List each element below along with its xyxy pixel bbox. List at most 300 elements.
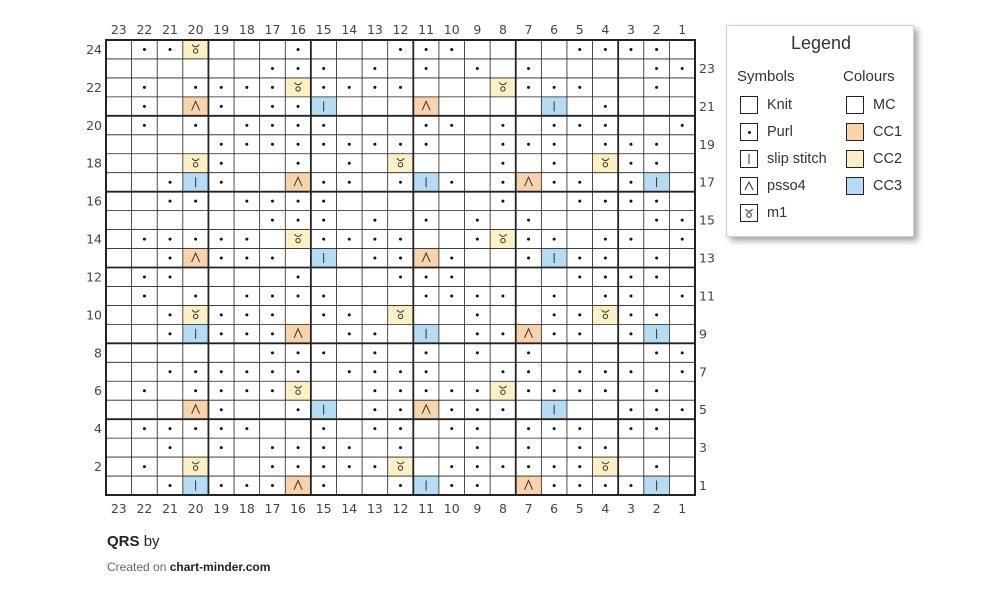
purl-stitch: [681, 294, 684, 297]
purl-stitch: [629, 370, 632, 373]
purl-stitch: [271, 200, 274, 203]
purl-stitch: [476, 313, 479, 316]
purl-stitch: [655, 408, 658, 411]
purl-stitch: [578, 181, 581, 184]
purl-stitch: [322, 219, 325, 222]
purl-stitch: [476, 427, 479, 430]
purl-stitch: [373, 143, 376, 146]
purl-stitch: [271, 446, 274, 449]
purl-stitch: [629, 294, 632, 297]
purl-stitch: [322, 313, 325, 316]
purl-stitch: [655, 162, 658, 165]
row-number-right: 5: [699, 402, 707, 418]
purl-stitch: [425, 48, 428, 51]
purl-stitch: [476, 408, 479, 411]
purl-stitch: [322, 67, 325, 70]
purl-stitch: [271, 332, 274, 335]
purl-stitch: [220, 105, 223, 108]
column-number-bottom: 9: [473, 501, 482, 516]
row-number-left: 20: [86, 117, 102, 133]
legend-title: Legend: [790, 33, 852, 53]
purl-stitch: [425, 351, 428, 354]
purl-stitch: [220, 427, 223, 430]
column-number-top: 20: [187, 22, 204, 37]
cc2-swatch: [846, 150, 864, 168]
chart-title: [107, 533, 160, 550]
purl-stitch: [604, 143, 607, 146]
purl-stitch: [629, 427, 632, 430]
purl-stitch: [553, 181, 556, 184]
purl-stitch: [399, 446, 402, 449]
column-number-bottom: 22: [136, 501, 153, 516]
purl-stitch: [501, 465, 504, 468]
purl-stitch: [194, 370, 197, 373]
purl-stitch: [322, 446, 325, 449]
purl-stitch: [629, 48, 632, 51]
purl-stitch: [169, 484, 172, 487]
stitch-cell-cc1: [516, 324, 542, 343]
purl-stitch: [501, 370, 504, 373]
purl-stitch: [322, 427, 325, 430]
purl-stitch: [271, 86, 274, 89]
purl-stitch: [527, 446, 530, 449]
purl-stitch: [553, 124, 556, 127]
purl-stitch: [143, 86, 146, 89]
purl-stitch: [655, 219, 658, 222]
purl-stitch: [450, 124, 453, 127]
credit-line: [107, 560, 270, 574]
column-number-bottom: 14: [341, 501, 358, 516]
purl-stitch: [527, 427, 530, 430]
purl-stitch: [373, 427, 376, 430]
row-number-left: 24: [86, 41, 102, 57]
purl-stitch: [373, 351, 376, 354]
purl-stitch: [322, 465, 325, 468]
stitch-cell-cc2: [388, 305, 414, 324]
purl-stitch: [501, 332, 504, 335]
row-number-right: 3: [699, 440, 707, 456]
purl-stitch: [271, 124, 274, 127]
purl-stitch: [527, 219, 530, 222]
stitch-cell-cc2: [285, 381, 311, 400]
purl-stitch: [501, 294, 504, 297]
purl-stitch: [450, 257, 453, 260]
purl-stitch: [271, 389, 274, 392]
purl-stitch: [553, 238, 556, 241]
purl-stitch: [681, 67, 684, 70]
column-number-bottom: 21: [162, 501, 178, 516]
purl-stitch: [373, 408, 376, 411]
purl-stitch: [271, 143, 274, 146]
column-number-bottom: 4: [601, 501, 610, 516]
purl-stitch: [143, 105, 146, 108]
purl-stitch: [143, 294, 146, 297]
purl-stitch: [655, 86, 658, 89]
purl-stitch: [322, 86, 325, 89]
purl-stitch: [450, 48, 453, 51]
column-number-top: 3: [627, 22, 635, 37]
purl-stitch: [322, 124, 325, 127]
column-number-top: 7: [524, 22, 533, 37]
purl-stitch: [655, 427, 658, 430]
column-number-top: 5: [575, 22, 584, 37]
column-number-top: 12: [392, 22, 409, 37]
created-on-label: Created on: [107, 560, 167, 574]
row-number-right: 13: [699, 250, 715, 266]
column-number-bottom: 2: [652, 501, 661, 516]
purl-stitch: [604, 105, 607, 108]
slip-stitch-symbol-icon: [740, 150, 758, 168]
purl-stitch: [578, 465, 581, 468]
purl-stitch: [681, 124, 684, 127]
legend-label: m1: [767, 205, 788, 221]
purl-stitch: [322, 351, 325, 354]
m1-symbol-icon: [740, 204, 758, 222]
purl-stitch: [655, 313, 658, 316]
purl-stitch: [297, 162, 300, 165]
purl-stitch: [297, 351, 300, 354]
purl-stitch: [578, 86, 581, 89]
purl-stitch: [143, 389, 146, 392]
column-number-top: 11: [418, 22, 435, 37]
purl-stitch: [220, 484, 223, 487]
row-number-left: 6: [94, 383, 102, 399]
purl-stitch: [220, 143, 223, 146]
purl-stitch: [245, 238, 248, 241]
purl-stitch: [297, 408, 300, 411]
purl-stitch: [245, 313, 248, 316]
purl-stitch: [578, 427, 581, 430]
purl-stitch: [271, 67, 274, 70]
column-number-bottom: 13: [366, 501, 383, 516]
purl-stitch: [271, 294, 274, 297]
purl-stitch: [373, 389, 376, 392]
purl-stitch: [604, 124, 607, 127]
purl-stitch: [348, 86, 351, 89]
column-number-top: 13: [366, 22, 383, 37]
purl-stitch: [629, 484, 632, 487]
purl-stitch: [169, 427, 172, 430]
purl-stitch: [245, 294, 248, 297]
row-number-right: 1: [699, 478, 707, 494]
purl-stitch: [373, 86, 376, 89]
row-number-right: 7: [699, 364, 707, 380]
purl-stitch: [297, 219, 300, 222]
purl-stitch: [578, 370, 581, 373]
purl-stitch: [169, 275, 172, 278]
purl-stitch: [655, 48, 658, 51]
purl-stitch: [169, 446, 172, 449]
purl-stitch: [245, 143, 248, 146]
purl-stitch: [322, 181, 325, 184]
purl-stitch: [527, 257, 530, 260]
purl-stitch: [297, 275, 300, 278]
purl-stitch: [425, 219, 428, 222]
stitch-cell-cc2: [388, 154, 414, 173]
purl-stitch: [553, 313, 556, 316]
purl-stitch: [655, 67, 658, 70]
purl-stitch: [629, 181, 632, 184]
legend-panel: [726, 25, 914, 237]
stitch-cell-cc2: [285, 230, 311, 249]
column-number-bottom: 8: [498, 501, 507, 516]
purl-stitch: [143, 427, 146, 430]
purl-stitch: [297, 143, 300, 146]
purl-stitch: [527, 389, 530, 392]
purl-stitch: [373, 370, 376, 373]
purl-stitch: [373, 332, 376, 335]
purl-stitch: [373, 257, 376, 260]
cc3-swatch: [846, 177, 864, 195]
purl-stitch: [143, 48, 146, 51]
row-number-right: 17: [699, 174, 715, 190]
purl-stitch: [143, 275, 146, 278]
site-link[interactable]: chart-minder.com: [169, 560, 271, 574]
purl-stitch: [348, 181, 351, 184]
purl-stitch: [578, 275, 581, 278]
purl-stitch: [629, 332, 632, 335]
legend-label: CC3: [873, 178, 903, 194]
purl-stitch: [220, 408, 223, 411]
column-number-top: 22: [136, 22, 153, 37]
purl-stitch: [194, 389, 197, 392]
row-number-left: 14: [86, 231, 102, 247]
purl-stitch: [604, 446, 607, 449]
column-number-top: 23: [110, 22, 127, 37]
knit-symbol-icon: [740, 96, 758, 114]
pattern-name: QRS: [107, 533, 140, 550]
row-number-right: 15: [699, 212, 715, 228]
purl-stitch: [578, 446, 581, 449]
purl-stitch: [604, 484, 607, 487]
purl-stitch: [322, 143, 325, 146]
purl-stitch: [450, 294, 453, 297]
purl-stitch: [194, 200, 197, 203]
purl-stitch: [322, 484, 325, 487]
purl-stitch: [322, 294, 325, 297]
purl-stitch: [425, 294, 428, 297]
colours-heading: Colours: [843, 68, 895, 85]
purl-stitch: [245, 389, 248, 392]
column-number-bottom: 15: [315, 501, 332, 516]
stitch-cell-cc2: [490, 230, 516, 249]
purl-stitch: [425, 370, 428, 373]
purl-stitch: [655, 143, 658, 146]
stitch-cell-cc2: [285, 78, 311, 97]
purl-stitch: [399, 389, 402, 392]
purl-stitch: [501, 181, 504, 184]
purl-stitch: [476, 351, 479, 354]
purl-stitch: [681, 408, 684, 411]
purl-stitch: [553, 86, 556, 89]
purl-stitch: [527, 465, 530, 468]
purl-stitch: [527, 238, 530, 241]
purl-stitch: [604, 238, 607, 241]
purl-stitch: [220, 86, 223, 89]
purl-stitch: [271, 370, 274, 373]
row-number-left: 18: [86, 155, 102, 171]
row-number-right: 9: [699, 326, 707, 342]
purl-stitch: [553, 162, 556, 165]
column-number-bottom: 12: [392, 501, 409, 516]
column-number-bottom: 19: [213, 501, 230, 516]
purl-stitch: [450, 408, 453, 411]
purl-stitch: [553, 294, 556, 297]
purl-stitch: [245, 200, 248, 203]
purl-stitch: [681, 219, 684, 222]
purl-stitch: [297, 294, 300, 297]
purl-stitch: [245, 124, 248, 127]
purl-stitch: [220, 332, 223, 335]
purl-stitch: [604, 370, 607, 373]
purl-stitch: [373, 219, 376, 222]
purl-stitch: [399, 181, 402, 184]
purl-stitch: [399, 408, 402, 411]
column-number-bottom: 11: [418, 501, 435, 516]
purl-stitch: [681, 238, 684, 241]
purl-stitch: [245, 484, 248, 487]
row-number-right: 11: [699, 288, 715, 304]
purl-stitch: [604, 48, 607, 51]
purl-stitch: [604, 294, 607, 297]
purl-stitch: [527, 143, 530, 146]
legend-label: slip stitch: [767, 151, 827, 167]
stitch-cell-cc2: [490, 78, 516, 97]
purl-stitch: [399, 257, 402, 260]
stitch-cell-cc1: [413, 249, 439, 268]
purl-stitch: [476, 332, 479, 335]
stitch-cell-cc1: [413, 97, 439, 116]
column-number-top: 19: [213, 22, 230, 37]
column-number-bottom: 17: [264, 501, 281, 516]
purl-stitch: [399, 143, 402, 146]
purl-stitch: [655, 465, 658, 468]
column-number-top: 18: [238, 22, 255, 37]
stitch-cell-cc2: [183, 457, 209, 476]
column-number-top: 9: [473, 22, 482, 37]
cc1-swatch: [846, 123, 864, 141]
stitch-cell-cc1: [183, 97, 209, 116]
purl-stitch: [527, 86, 530, 89]
purl-stitch: [399, 427, 402, 430]
purl-stitch: [527, 67, 530, 70]
purl-stitch: [476, 238, 479, 241]
column-number-bottom: 23: [110, 501, 127, 516]
column-number-top: 8: [498, 22, 507, 37]
purl-stitch: [450, 389, 453, 392]
purl-stitch: [348, 313, 351, 316]
purl-stitch: [169, 181, 172, 184]
purl-stitch: [578, 48, 581, 51]
purl-stitch: [399, 238, 402, 241]
purl-stitch: [425, 275, 428, 278]
mc-swatch: [846, 96, 864, 114]
purl-stitch: [553, 427, 556, 430]
purl-stitch: [476, 465, 479, 468]
column-number-bottom: 5: [575, 501, 584, 516]
purl-stitch: [553, 465, 556, 468]
purl-stitch: [373, 67, 376, 70]
purl-stitch: [425, 143, 428, 146]
purl-stitch: [348, 162, 351, 165]
stitch-cell-cc2: [593, 305, 619, 324]
purl-stitch: [655, 275, 658, 278]
purl-stitch: [629, 162, 632, 165]
purl-stitch: [629, 408, 632, 411]
purl-stitch: [425, 389, 428, 392]
legend-label: CC1: [873, 124, 903, 140]
purl-stitch: [501, 143, 504, 146]
purl-stitch: [143, 238, 146, 241]
column-number-bottom: 16: [290, 501, 307, 516]
purl-stitch: [220, 313, 223, 316]
purl-stitch: [220, 238, 223, 241]
row-number-left: 12: [86, 269, 102, 285]
purl-stitch: [297, 370, 300, 373]
row-number-left: 2: [94, 459, 102, 475]
stitch-cell-cc2: [183, 40, 209, 59]
purl-stitch: [476, 389, 479, 392]
legend-label: MC: [873, 97, 896, 113]
purl-stitch: [297, 124, 300, 127]
stitch-cell-cc2: [593, 457, 619, 476]
purl-stitch: [271, 465, 274, 468]
purl-stitch: [297, 200, 300, 203]
purl-stitch: [348, 332, 351, 335]
row-number-left: 22: [86, 79, 102, 95]
stitch-cell-cc2: [388, 457, 414, 476]
column-number-top: 14: [341, 22, 358, 37]
legend-label: Purl: [767, 124, 793, 140]
purl-stitch: [578, 389, 581, 392]
purl-stitch: [322, 238, 325, 241]
purl-stitch: [655, 351, 658, 354]
purl-stitch: [629, 200, 632, 203]
stitch-cell-cc1: [183, 400, 209, 419]
purl-stitch: [527, 351, 530, 354]
purl-stitch: [271, 313, 274, 316]
row-number-right: 21: [699, 98, 715, 114]
purl-stitch: [629, 313, 632, 316]
purl-stitch: [194, 124, 197, 127]
purl-stitch: [271, 105, 274, 108]
purl-stitch: [348, 143, 351, 146]
purl-stitch: [476, 446, 479, 449]
purl-stitch: [245, 257, 248, 260]
purl-stitch: [578, 484, 581, 487]
purl-stitch: [578, 257, 581, 260]
column-number-bottom: 20: [187, 501, 204, 516]
purl-stitch: [143, 465, 146, 468]
purl-stitch: [245, 370, 248, 373]
purl-stitch: [553, 484, 556, 487]
purl-stitch: [578, 200, 581, 203]
purl-stitch: [194, 294, 197, 297]
purl-stitch: [348, 238, 351, 241]
purl-stitch: [220, 389, 223, 392]
purl-stitch: [553, 389, 556, 392]
purl-stitch: [527, 370, 530, 373]
purl-stitch: [655, 389, 658, 392]
purl-stitch: [297, 465, 300, 468]
symbols-heading: Symbols: [737, 68, 795, 85]
purl-stitch: [297, 105, 300, 108]
purl-stitch: [169, 332, 172, 335]
column-number-top: 4: [601, 22, 610, 37]
purl-stitch: [578, 313, 581, 316]
purl-stitch: [425, 67, 428, 70]
purl-stitch: [194, 238, 197, 241]
